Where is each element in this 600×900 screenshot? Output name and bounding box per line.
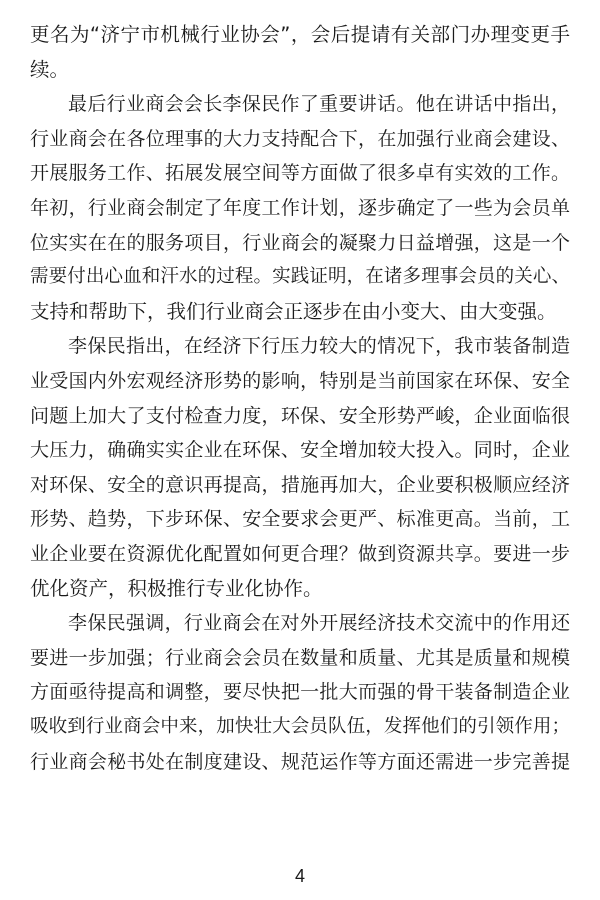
- text-line: 更名为“济宁市机械行业协会”，会后提请有关部门办理变更手: [30, 23, 570, 46]
- text-line: 行业商会在各位理事的大力支持配合下，在加强行业商会建设、: [30, 127, 570, 150]
- page-number: 4: [294, 866, 305, 886]
- text-line: 年初，行业商会制定了年度工作计划，逐步确定了一些为会员单: [30, 197, 570, 219]
- text-line: 李保民强调，行业商会在对外开展经济技术交流中的作用还: [68, 612, 570, 635]
- text-line: 李保民指出，在经济下行压力较大的情况下，我市装备制造: [68, 335, 570, 358]
- text-line: 优化资产，积极推行专业化协作。: [30, 576, 323, 600]
- text-line: 续。: [30, 57, 70, 81]
- text-line: 需要付出心血和汗水的过程。实践证明，在诸多理事会员的关心、: [30, 266, 570, 288]
- text-line: 行业商会秘书处在制度建设、规范运作等方面还需进一步完善提: [30, 750, 570, 773]
- text-line: 最后行业商会会长李保民作了重要讲话。他在讲话中指出，: [68, 93, 570, 116]
- text-line: 吸收到行业商会中来，加快壮大会员队伍，发挥他们的引领作用；: [30, 716, 570, 737]
- text-line: 业受国内外宏观经济形势的影响，特别是当前国家在环保、安全: [30, 370, 570, 392]
- text-line: 形势、趋势，下步环保、安全要求会更严、标准更高。当前，工: [30, 508, 570, 531]
- text-line: 业企业要在资源优化配置如何更合理？做到资源共享。要进一步: [30, 543, 570, 565]
- text-line: 方面亟待提高和调整，要尽快把一批大而强的骨干装备制造企业: [30, 681, 570, 704]
- text-line: 大压力，确确实实企业在环保、安全增加较大投入。同时，企业: [30, 439, 570, 462]
- text-line: 开展服务工作、拓展发展空间等方面做了很多卓有实效的工作。: [30, 162, 570, 185]
- text-line: 对环保、安全的意识再提高，措施再加大，企业要积极顺应经济: [30, 473, 570, 496]
- text-line: 要进一步加强；行业商会会员在数量和质量、尤其是质量和规模: [30, 646, 570, 669]
- text-line: 问题上加大了支付检查力度，环保、安全形势严峻，企业面临很: [30, 404, 570, 427]
- text-line: 支持和帮助下，我们行业商会正逐步在由小变大、由大变强。: [30, 299, 557, 323]
- text-line: 位实实在在的服务项目，行业商会的凝聚力日益增强，这是一个: [30, 231, 570, 254]
